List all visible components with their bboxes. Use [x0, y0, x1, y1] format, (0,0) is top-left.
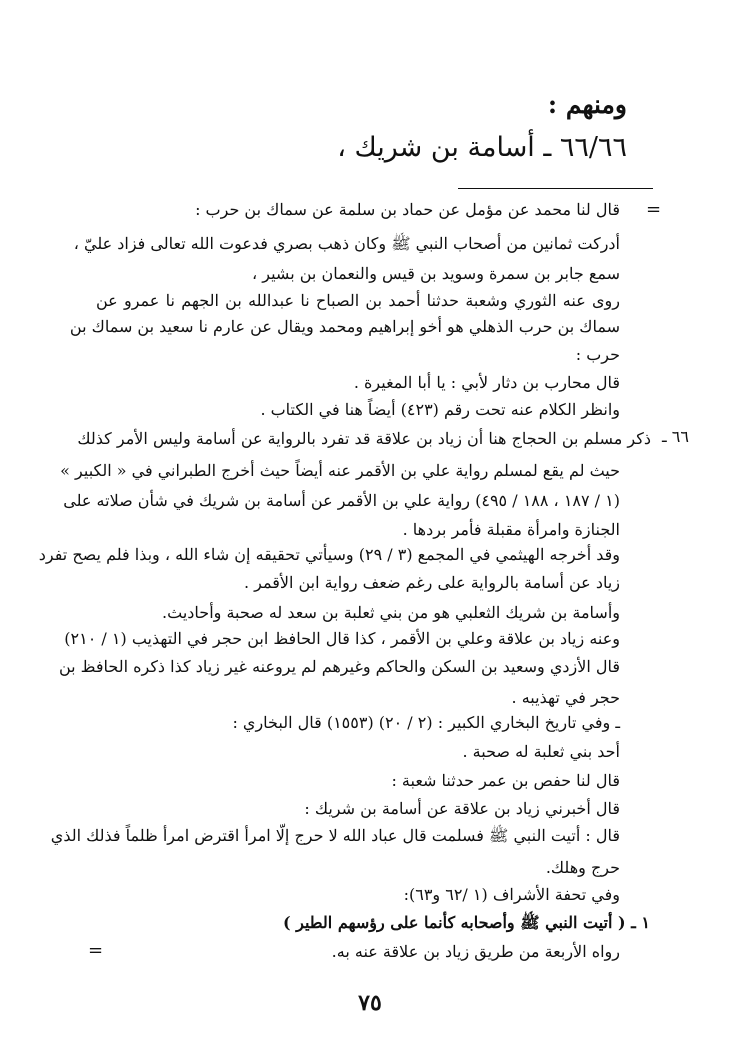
body-line-25: وفي تحفة الأشراف (١ /٦٢ و٦٣): — [403, 885, 620, 904]
body-line-7: قال محارب بن دثار لأبي : يا أبا المغيرة . — [353, 373, 620, 392]
footnote-separator — [458, 188, 653, 189]
body-line-3: سمع جابر بن سمرة وسويد بن قيس والنعمان بن بشير ، — [252, 264, 620, 283]
body-line-18: حجر في تهذيبه . — [511, 688, 620, 707]
body-line-2: أدركت ثمانين من أصحاب النبي ﷺ وكان ذهب بصري فدعوت الله تعالى فزاد عليّ ، — [73, 234, 620, 253]
body-line-8: وانظر الكلام عنه تحت رقم (٤٢٣) أيضاً هنا في الكتاب . — [260, 400, 620, 419]
body-line-12: الجنازة وامرأة مقبلة فأمر بردها . — [402, 520, 620, 539]
body-line-9: ذكر مسلم بن الحجاج هنا أن زياد بن علاقة قد تفرد بالرواية عن أسامة وليس الأمر كذلك — [77, 429, 651, 448]
body-line-22: قال أخبرني زياد بن علاقة عن أسامة بن شريك : — [304, 799, 620, 818]
body-line-27: رواه الأربعة من طريق زياد بن علاقة عنه به. — [331, 942, 620, 961]
body-line-13: وقد أخرجه الهيثمي في المجمع (٣ / ٢٩) وسيأتي تحقيقه إن شاء الله ، وبذا فلم يصح تفرد — [38, 545, 620, 564]
body-line-16: وعنه زياد بن علاقة وعلي بن الأقمر ، كذا قال الحافظ ابن حجر في التهذيب (١ / ٢١٠) — [64, 629, 620, 648]
body-line-6: حرب : — [575, 345, 620, 364]
body-line-17: قال الأزدي وسعيد بن السكن والحاكم وغيرهم لم يروعنه غير زياد كذا ذكره الحافظ بن — [58, 657, 620, 676]
body-line-10: حيث لم يقع لمسلم رواية علي بن الأقمر عنه أيضاً حيث أخرج الطبراني في « الكبير » — [60, 461, 620, 480]
body-line-23: قال : أتيت النبي ﷺ فسلمت قال عباد الله لا حرج إلّا امرأ اقترض امرأ ظلماً فذلك الذي — [50, 826, 620, 845]
body-line-26: ١ ـ ( أتيت النبي ﷺ وأصحابه كأنما على رؤسهم الطير ) — [283, 913, 650, 932]
entry-title: ٦٦/٦٦ ـ أسامة بن شريك ، — [337, 132, 627, 163]
footnote-number: ٦٦ ـ — [662, 427, 689, 446]
body-line-11: (١ / ١٨٧ ، ١٨٨ / ٤٩٥) رواية علي بن الأقمر عن أسامة بن شريك في شأن صلاته على — [63, 491, 620, 510]
body-line-5: سماك بن حرب الذهلي هو أخو إبراهيم ومحمد ويقال عن عارم نا سعيد بن سماك بن — [69, 317, 620, 336]
body-line-14: زياد عن أسامة بالرواية على رغم ضعف رواية ابن الأقمر . — [243, 573, 620, 592]
page-number: ٧٥ — [358, 990, 382, 1016]
body-line-19: ـ وفي تاريخ البخاري الكبير : (٢ / ٢٠) (١٥٥٣) قال البخاري : — [232, 713, 620, 732]
body-line-20: أحد بني ثعلبة له صحبة . — [462, 742, 620, 761]
body-line-21: قال لنا حفص بن عمر حدثنا شعبة : — [391, 771, 620, 790]
body-line-4: روى عنه الثوري وشعبة حدثنا أحمد بن الصباح نا عبدالله بن الجهم نا عمرو عن — [96, 291, 620, 310]
continuation-marker-bottom: = — [88, 940, 104, 961]
continuation-marker-top: = — [646, 199, 662, 220]
section-label: ومنهم : — [547, 90, 627, 119]
body-line-15: وأسامة بن شريك الثعلبي هو من بني ثعلبة بن سعد له صحبة وأحاديث. — [162, 603, 620, 622]
body-line-1: قال لنا محمد عن مؤمل عن حماد بن سلمة عن سماك بن حرب : — [195, 200, 620, 219]
body-line-24: حرج وهلك. — [545, 858, 620, 877]
